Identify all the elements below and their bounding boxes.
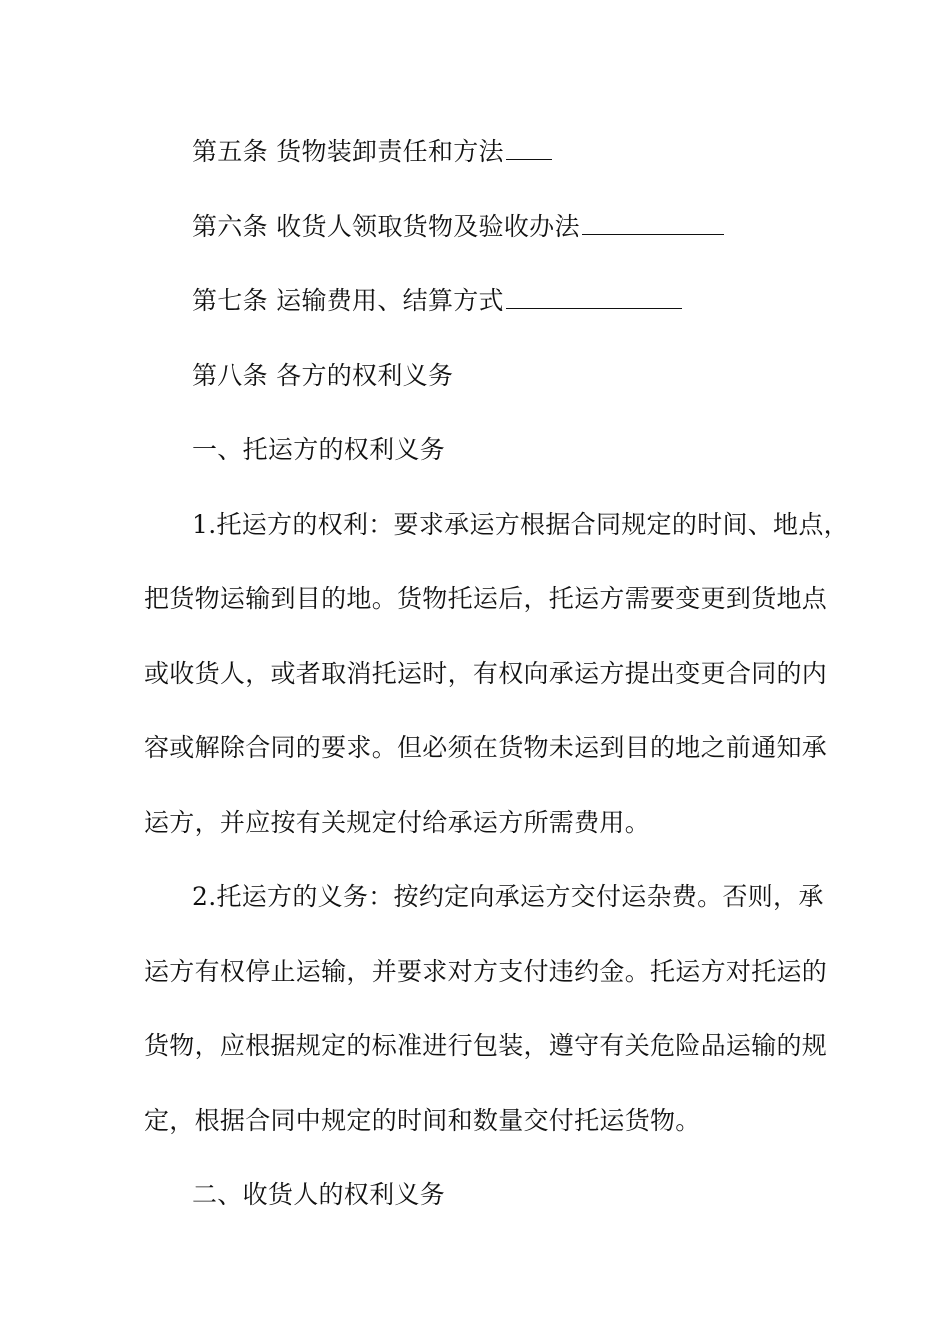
article-5-line <box>192 134 834 170</box>
paragraph-2-line: 运方有权停止运输，并要求对方支付违约金。托运方对托运的 <box>144 957 828 986</box>
paragraph-1-line: 或收货人，或者取消托运时，有权向承运方提出变更合同的内 <box>144 659 828 688</box>
article-7-text: 第七条 运输费用、结算方式 <box>192 286 504 315</box>
fill-in-blank <box>506 286 682 309</box>
paragraph-2-line: 货物，应根据规定的标准进行包装，遵守有关危险品运输的规 <box>144 1031 828 1060</box>
paragraph-2-line: 2.托运方的义务：按约定向承运方交付运杂费。否则，承 <box>192 882 824 911</box>
section-2-heading: 二、收货人的权利义务 <box>192 1180 446 1209</box>
fill-in-blank <box>506 137 552 160</box>
paragraph-1-line: 把货物运输到目的地。货物托运后，托运方需要变更到货地点 <box>144 584 828 613</box>
article-6-line <box>192 209 834 245</box>
paragraph-1-line: 1.托运方的权利：要求承运方根据合同规定的时间、地点， <box>192 510 849 539</box>
section-1-heading: 一、托运方的权利义务 <box>192 435 446 464</box>
paragraph-2-line: 定，根据合同中规定的时间和数量交付托运货物。 <box>144 1106 701 1135</box>
article-8-heading: 第八条 各方的权利义务 <box>192 361 454 390</box>
paragraph-1-line: 容或解除合同的要求。但必须在货物未运到目的地之前通知承 <box>144 733 828 762</box>
paragraph-1-line: 运方，并应按有关规定付给承运方所需费用。 <box>144 808 651 837</box>
article-7-line <box>192 283 834 319</box>
article-6-text: 第六条 收货人领取货物及验收办法 <box>192 212 580 241</box>
article-5-text: 第五条 货物装卸责任和方法 <box>192 137 504 166</box>
fill-in-blank <box>582 212 724 235</box>
